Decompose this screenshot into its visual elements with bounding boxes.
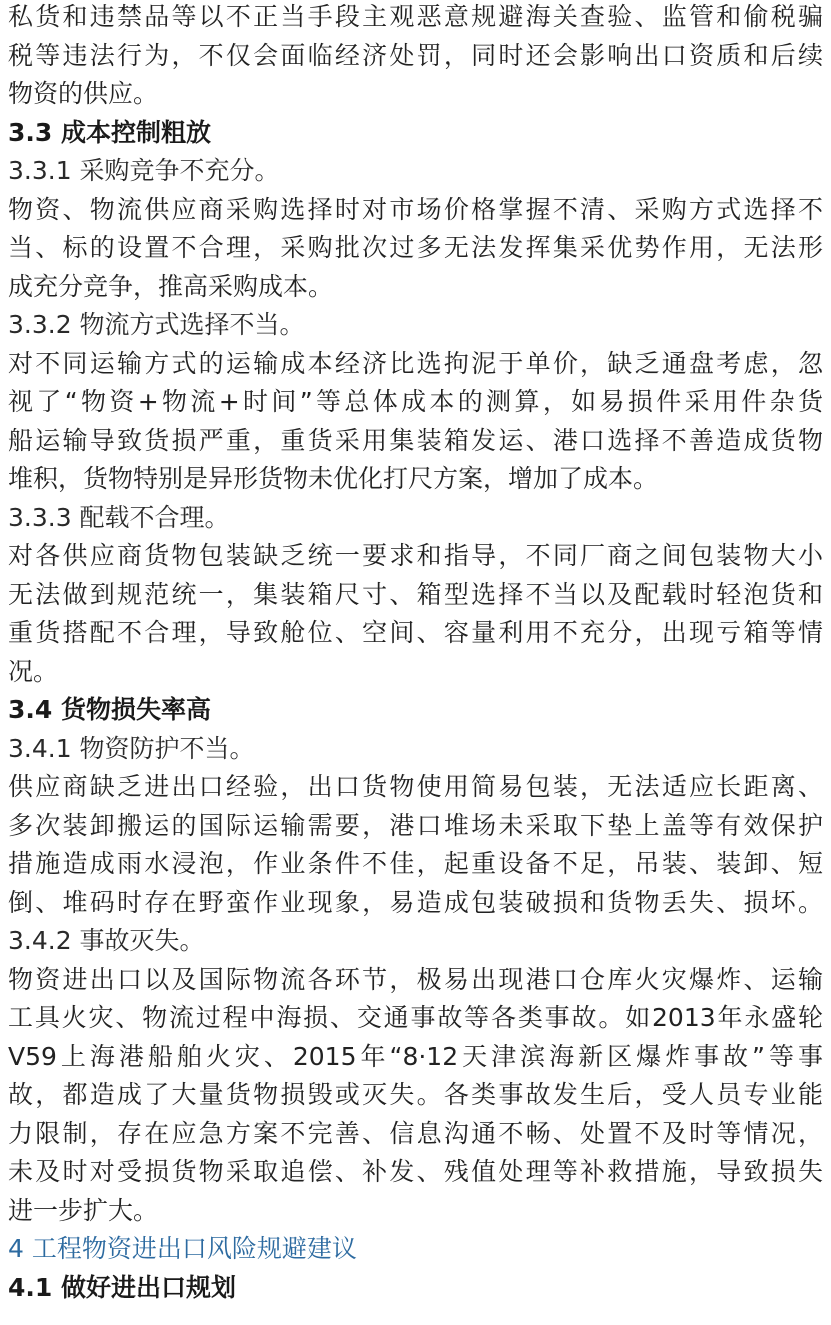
body-text-line: 物资进出口以及国际物流各环节，极易出现港口仓库火灾爆炸、运输 [8, 964, 823, 994]
body-text-line: 倒、堆码时存在野蛮作业现象，易造成包装破损和货物丢失、损坏。 [8, 887, 823, 917]
body-text-line: 视了“物资+物流+时间”等总体成本的测算，如易损件采用件杂货 [8, 387, 823, 416]
subsection-heading: 3.3 成本控制粗放 [8, 117, 211, 147]
body-text-line: 况。 [8, 656, 59, 686]
body-text-line: V59上海港船舶火灾、2015年“8·12天津滨海新区爆炸事故”等事 [8, 1041, 823, 1071]
body-text-line: 进一步扩大。 [8, 1195, 159, 1225]
body-text-line: 成充分竞争，推高采购成本。 [8, 271, 334, 301]
sub-subsection-heading: 3.3.3 配载不合理。 [8, 502, 230, 532]
body-text-line: 对各供应商货物包装缺乏统一要求和指导，不同厂商之间包装物大小 [8, 541, 823, 570]
body-text-line: 重货搭配不合理，导致舱位、空间、容量利用不充分，出现亏箱等情 [8, 618, 823, 647]
sub-subsection-heading: 3.4.1 物资防护不当。 [8, 733, 255, 763]
sub-subsection-heading: 3.3.1 采购竞争不充分。 [8, 156, 280, 185]
body-text-line: 多次装卸搬运的国际运输需要，港口堆场未采取下垫上盖等有效保护 [8, 810, 823, 840]
body-text-line: 力限制，存在应急方案不完善、信息沟通不畅、处置不及时等情况， [8, 1118, 823, 1148]
body-text-line: 对不同运输方式的运输成本经济比选拘泥于单价，缺乏通盘考虑，忽 [8, 348, 823, 378]
sub-subsection-heading: 3.3.2 物流方式选择不当。 [8, 310, 305, 339]
body-text-line: 物资、物流供应商采购选择时对市场价格掌握不清、采购方式选择不 [8, 194, 823, 224]
section-heading: 4 工程物资进出口风险规避建议 [8, 1234, 357, 1263]
body-text-line: 私货和违禁品等以不正当手段主观恶意规避海关查验、监管和偷税骗 [8, 2, 823, 31]
body-text-line: 当、标的设置不合理，采购批次过多无法发挥集采优势作用，无法形 [8, 233, 823, 262]
body-text-line: 供应商缺乏进出口经验，出口货物使用简易包装，无法适应长距离、 [8, 772, 823, 801]
body-text-line: 堆积，货物特别是异形货物未优化打尺方案，增加了成本。 [8, 464, 659, 493]
body-text-line: 税等违法行为，不仅会面临经济处罚，同时还会影响出口资质和后续 [8, 40, 823, 70]
body-text-line: 物资的供应。 [8, 79, 159, 108]
subsection-heading: 3.4 货物损失率高 [8, 695, 211, 724]
body-text-line: 未及时对受损货物采取追偿、补发、残值处理等补救措施，导致损失 [8, 1157, 823, 1186]
body-text-line: 措施造成雨水浸泡，作业条件不佳，起重设备不足，吊装、装卸、短 [8, 849, 823, 878]
body-text-line: 故，都造成了大量货物损毁或灭失。各类事故发生后，受人员专业能 [8, 1080, 823, 1109]
subsection-heading: 4.1 做好进出口规划 [8, 1272, 236, 1302]
body-text-line: 无法做到规范统一，集装箱尺寸、箱型选择不当以及配载时轻泡货和 [8, 579, 823, 609]
body-text-line: 船运输导致货损严重，重货采用集装箱发运、港口选择不善造成货物 [8, 425, 823, 455]
body-text-line: 工具火灾、物流过程中海损、交通事故等各类事故。如2013年永盛轮 [8, 1003, 823, 1032]
sub-subsection-heading: 3.4.2 事故灭失。 [8, 926, 205, 955]
